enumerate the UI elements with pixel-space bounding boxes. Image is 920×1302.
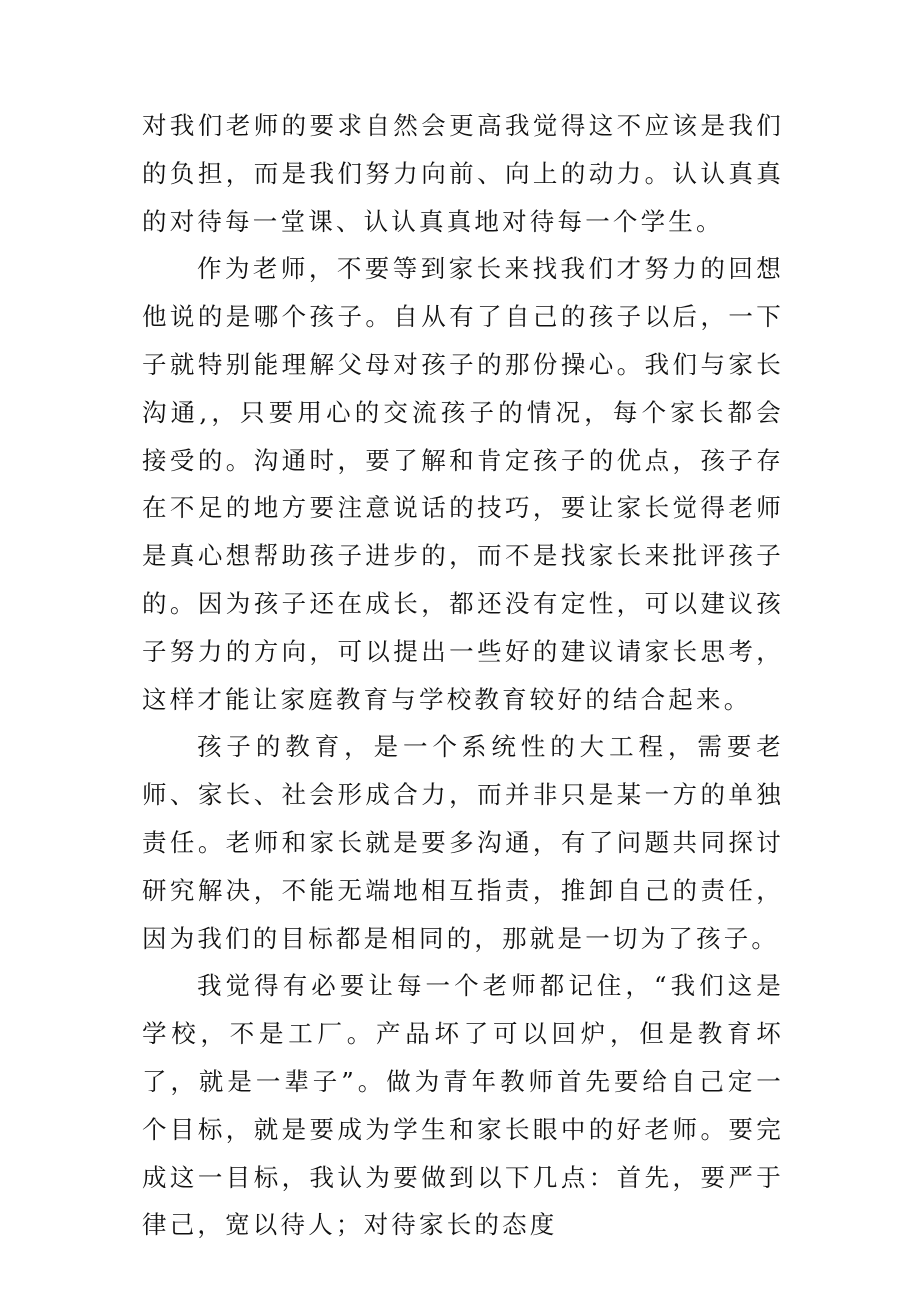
paragraph-1: 对我们老师的要求自然会更高我觉得这不应该是我们的负担，而是我们努力向前、向上的动力。认认真真的对待每一堂课、认认真真地对待每一个学生。: [142, 111, 784, 236]
paragraph-4: 我觉得有必要让每一个老师都记住，“我们这是学校，不是工厂。产品坏了可以回炉，但是教育坏了，就是一辈子”。做为青年教师首先要给自己定一个目标，就是要成为学生和家长眼中的好老师。要完成这一目标，我认为要做到以下几点：首先，要严于律己，宽以待人；对待家长的态度: [142, 971, 784, 1240]
paragraph-2: 作为老师，不要等到家长来找我们才努力的回想他说的是哪个孩子。自从有了自己的孩子以后，一下子就特别能理解父母对孩子的那份操心。我们与家长沟通,，只要用心的交流孩子的情况，每个家长都会接受的。沟通时，要了解和肯定孩子的优点，孩子存在不足的地方要注意说话的技巧，要让家长觉得老师是真心想帮助孩子进步的，而不是找家长来批评孩子的。因为孩子还在成长，都还没有定性，可以建议孩子努力的方向，可以提出一些好的建议请家长思考，这样才能让家庭教育与学校教育较好的结合起来。: [142, 254, 784, 714]
document-body: [142, 102, 784, 1249]
paragraph-3: 孩子的教育，是一个系统性的大工程，需要老师、家长、社会形成合力，而并非只是某一方的单独责任。老师和家长就是要多沟通，有了问题共同探讨研究解决，不能无端地相互指责，推卸自己的责任，因为我们的目标都是相同的，那就是一切为了孩子。: [142, 732, 784, 953]
